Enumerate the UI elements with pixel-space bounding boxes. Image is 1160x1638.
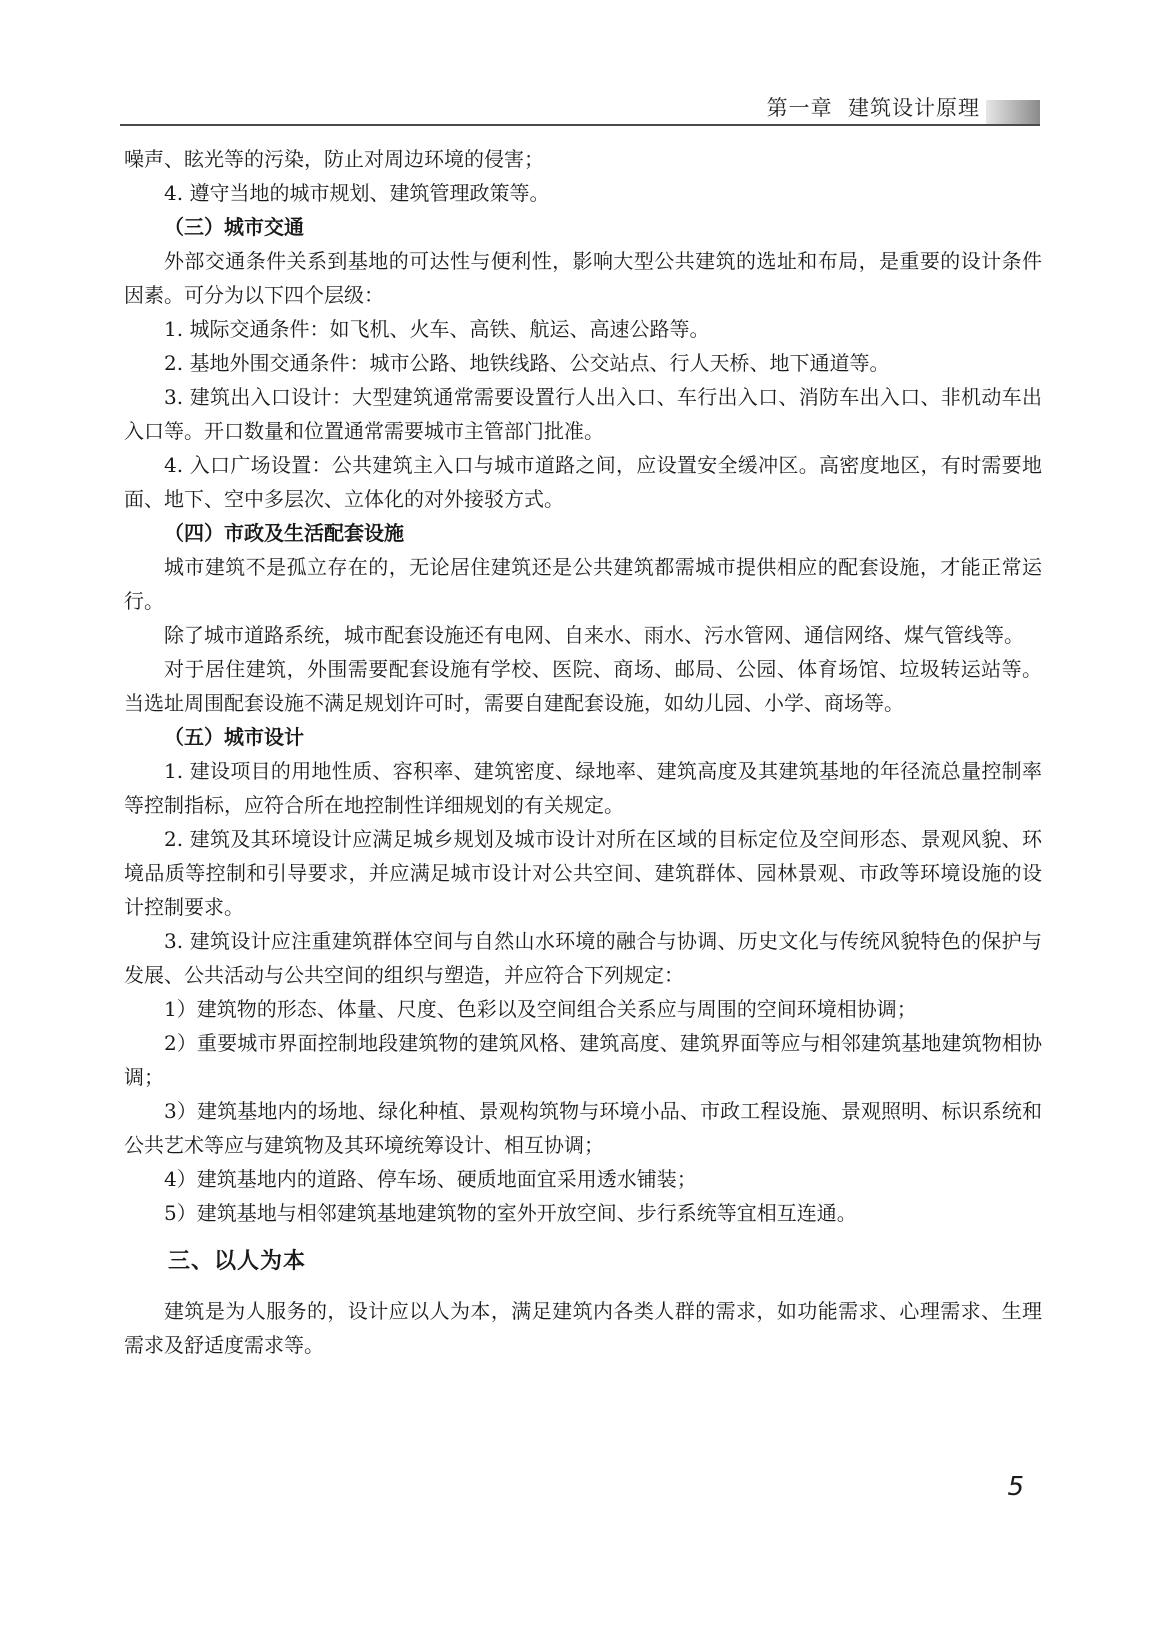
list-item: 2. 建筑及其环境设计应满足城乡规划及城市设计对所在区域的目标定位及空间形态、景观风貌、环境品质等控制和引导要求，并应满足城市设计对公共空间、建筑群体、园林景观、市政等环境设施的设计控制要求。 bbox=[124, 827, 1042, 919]
sub-list-item: 3）建筑基地内的场地、绿化种植、景观构筑物与环境小品、市政工程设施、景观照明、标识系统和公共艺术等应与建筑物及其环境统筹设计、相互协调； bbox=[124, 1099, 1042, 1157]
page-header bbox=[120, 86, 1040, 126]
paragraph: 城市建筑不是孤立存在的，无论居住建筑还是公共建筑都需城市提供相应的配套设施，才能正常运行。 bbox=[124, 555, 1042, 613]
paragraph: 建筑是为人服务的，设计应以人为本，满足建筑内各类人群的需求，如功能需求、心理需求、生理需求及舒适度需求等。 bbox=[124, 1299, 1042, 1357]
sub-list-item: 2）重要城市界面控制地段建筑物的建筑风格、建筑高度、建筑界面等应与相邻建筑基地建筑物相协调； bbox=[124, 1031, 1042, 1089]
paragraph: 4. 遵守当地的城市规划、建筑管理政策等。 bbox=[164, 181, 550, 205]
list-item: 4. 入口广场设置：公共建筑主入口与城市道路之间，应设置安全缓冲区。高密度地区，有时需要地面、地下、空中多层次、立体化的对外接驳方式。 bbox=[124, 453, 1042, 511]
paragraph: 除了城市道路系统，城市配套设施还有电网、自来水、雨水、污水管网、通信网络、煤气管线等。 bbox=[164, 623, 1024, 647]
list-item: 3. 建筑出入口设计：大型建筑通常需要设置行人出入口、车行出入口、消防车出入口、非机动车出入口等。开口数量和位置通常需要城市主管部门批准。 bbox=[124, 385, 1042, 443]
header-gradient-block bbox=[986, 100, 1040, 124]
body-text bbox=[124, 142, 1042, 1362]
section-heading-transport: （三）城市交通 bbox=[164, 215, 304, 239]
sub-list-item: 1）建筑物的形态、体量、尺度、色彩以及空间组合关系应与周围的空间环境相协调； bbox=[164, 997, 917, 1021]
sub-list-item: 5）建筑基地与相邻建筑基地建筑物的室外开放空间、步行系统等宜相互连通。 bbox=[164, 1201, 857, 1225]
list-item: 1. 建设项目的用地性质、容积率、建筑密度、绿地率、建筑高度及其建筑基地的年径流总量控制率等控制指标，应符合所在地控制性详细规划的有关规定。 bbox=[124, 759, 1042, 817]
paragraph: 对于居住建筑，外围需要配套设施有学校、医院、商场、邮局、公园、体育场馆、垃圾转运站等。当选址周围配套设施不满足规划许可时，需要自建配套设施，如幼儿园、小学、商场等。 bbox=[124, 657, 1042, 715]
page-number: 5 bbox=[1007, 1472, 1024, 1502]
section-heading-people-oriented: 三、以人为本 bbox=[168, 1249, 307, 1274]
paragraph: 噪声、眩光等的污染，防止对周边环境的侵害； bbox=[124, 147, 544, 171]
section-heading-facilities: （四）市政及生活配套设施 bbox=[164, 521, 404, 545]
list-item: 3. 建筑设计应注重建筑群体空间与自然山水环境的融合与协调、历史文化与传统风貌特色的保护与发展、公共活动与公共空间的组织与塑造，并应符合下列规定： bbox=[124, 929, 1042, 987]
list-item: 2. 基地外围交通条件：城市公路、地铁线路、公交站点、行人天桥、地下通道等。 bbox=[164, 351, 890, 375]
header-rule bbox=[120, 124, 1040, 126]
section-heading-urban-design: （五）城市设计 bbox=[164, 725, 304, 749]
chapter-title: 第一章 建筑设计原理 bbox=[766, 96, 980, 120]
paragraph: 外部交通条件关系到基地的可达性与便利性，影响大型公共建筑的选址和布局，是重要的设计条件因素。可分为以下四个层级： bbox=[124, 249, 1042, 307]
list-item: 1. 城际交通条件：如飞机、火车、高铁、航运、高速公路等。 bbox=[164, 317, 710, 341]
sub-list-item: 4）建筑基地内的道路、停车场、硬质地面宜采用透水铺装； bbox=[164, 1167, 697, 1191]
